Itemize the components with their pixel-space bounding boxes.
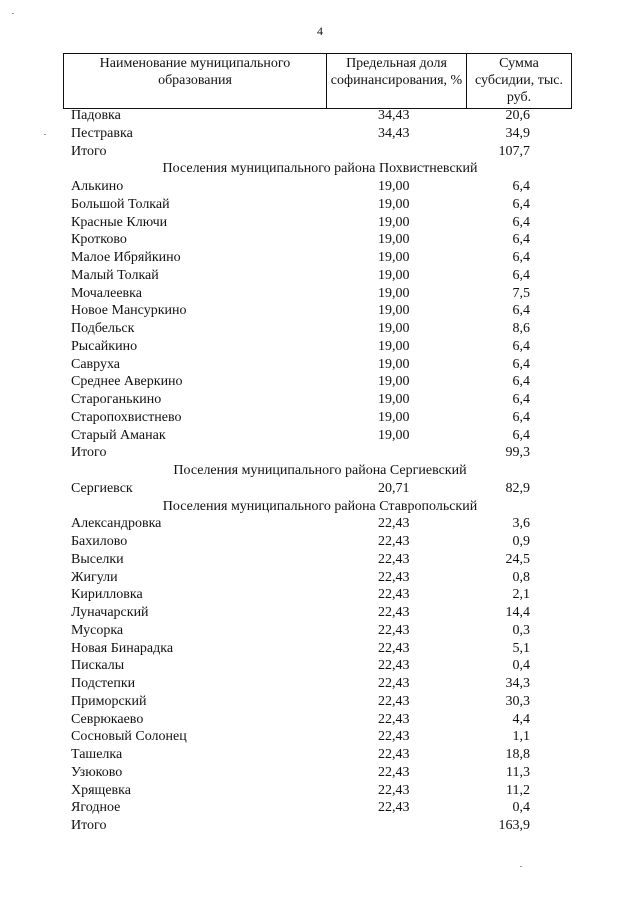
total-row <box>0 817 640 835</box>
table-row <box>0 409 640 427</box>
column-header-share: Предельная доля софинансирования, % <box>327 54 467 109</box>
municipality-name: Малый Толкай <box>71 267 159 283</box>
cofinancing-share: 19,00 <box>378 374 410 390</box>
municipality-name: Ташелка <box>71 747 123 762</box>
section-title: Поселения муниципального района Ставропольский <box>162 498 478 514</box>
municipality-name: Пискалы <box>71 658 125 674</box>
municipality-name: Новое Мансуркино <box>71 303 187 319</box>
subsidy-sum: 11,2 <box>506 782 530 798</box>
subsidy-sum: 20,6 <box>505 108 530 123</box>
column-header-sum: Сумма субсидии, тыс. руб. <box>467 54 572 109</box>
municipality-name: Севрюкаево <box>71 711 144 727</box>
cofinancing-share: 22,43 <box>378 747 410 762</box>
municipality-name: Узюково <box>71 764 123 780</box>
table-row <box>0 125 640 143</box>
cofinancing-share: 22,43 <box>378 658 410 674</box>
table-row <box>0 728 640 746</box>
page-number: 4 <box>317 24 323 38</box>
municipality-name: Новая Бинарадка <box>71 640 174 656</box>
subsidy-sum: 6,4 <box>512 409 530 425</box>
cofinancing-share: 22,43 <box>378 534 410 549</box>
table-row <box>0 533 640 551</box>
cofinancing-share: 19,00 <box>378 356 410 372</box>
cofinancing-share: 19,00 <box>378 338 410 354</box>
table-row <box>0 569 640 587</box>
subsidy-sum: 6,4 <box>512 196 530 212</box>
municipality-name: Среднее Аверкино <box>71 374 183 390</box>
section-heading-row <box>0 160 640 178</box>
table-row <box>0 586 640 604</box>
table-row <box>0 782 640 800</box>
scan-speck <box>44 134 46 135</box>
subsidy-sum: 6,4 <box>512 356 530 372</box>
total-row <box>0 143 640 161</box>
cofinancing-share: 19,00 <box>378 409 410 425</box>
subsidy-sum: 6,4 <box>512 179 530 194</box>
subsidy-sum: 6,4 <box>512 303 530 319</box>
cofinancing-share: 19,00 <box>378 250 410 265</box>
subsidy-sum: 14,4 <box>505 605 530 620</box>
cofinancing-share: 22,43 <box>378 622 410 638</box>
cofinancing-share: 19,00 <box>378 179 410 194</box>
municipality-name: Бахилово <box>71 534 128 549</box>
cofinancing-share: 22,43 <box>378 800 410 816</box>
subsidy-sum: 7,5 <box>512 285 530 301</box>
table-row <box>0 391 640 409</box>
cofinancing-share: 22,43 <box>378 729 410 745</box>
section-title: Поселения муниципального района Сергиевский <box>173 463 467 478</box>
table-row <box>0 196 640 214</box>
municipality-name: Пестравка <box>71 125 133 141</box>
municipality-name: Старопохвистнево <box>71 409 182 425</box>
table-row <box>0 285 640 303</box>
total-sum: 163,9 <box>498 818 530 833</box>
subsidy-sum: 0,4 <box>512 800 530 816</box>
cofinancing-share: 19,00 <box>378 303 410 319</box>
scan-speck <box>12 13 14 14</box>
municipality-name: Подстепки <box>71 676 136 691</box>
cofinancing-share: 22,43 <box>378 605 410 620</box>
municipality-name: Луначарский <box>71 605 149 620</box>
subsidy-sum: 0,4 <box>512 658 530 674</box>
column-header-name: Наименование муниципального образования <box>64 54 327 109</box>
subsidy-sum: 0,8 <box>512 569 530 585</box>
cofinancing-share: 22,43 <box>378 569 410 585</box>
cofinancing-share: 19,00 <box>378 392 410 407</box>
subsidy-sum: 0,9 <box>512 534 530 549</box>
table-row <box>0 178 640 196</box>
table-row <box>0 604 640 622</box>
cofinancing-share: 22,43 <box>378 693 410 709</box>
municipality-name: Сергиевск <box>71 480 133 496</box>
municipality-name: Малое Ибряйкино <box>71 250 181 265</box>
table-row <box>0 693 640 711</box>
municipality-name: Ягодное <box>71 800 121 816</box>
subsidy-sum: 1,1 <box>512 729 530 745</box>
cofinancing-share: 19,00 <box>378 196 410 212</box>
table-row <box>0 640 640 658</box>
municipality-name: Сосновый Солонец <box>71 729 187 745</box>
table-header <box>63 53 572 109</box>
subsidy-sum: 2,1 <box>512 587 530 603</box>
municipality-name: Приморский <box>71 693 147 709</box>
subsidy-sum: 6,4 <box>512 338 530 354</box>
total-label: Итого <box>71 445 107 461</box>
cofinancing-share: 22,43 <box>378 782 410 798</box>
cofinancing-share: 19,00 <box>378 232 410 248</box>
subsidy-sum: 6,4 <box>512 392 530 407</box>
municipality-name: Хрящевка <box>71 782 131 798</box>
cofinancing-share: 34,43 <box>378 125 410 141</box>
subsidy-sum: 82,9 <box>505 480 530 496</box>
cofinancing-share: 19,00 <box>378 285 410 301</box>
cofinancing-share: 19,00 <box>378 267 410 283</box>
municipality-name: Подбельск <box>71 321 135 336</box>
table-row <box>0 622 640 640</box>
subsidy-sum: 6,4 <box>512 374 530 390</box>
municipality-name: Выселки <box>71 551 124 567</box>
subsidy-sum: 34,9 <box>505 125 530 141</box>
table-row <box>0 356 640 374</box>
table-row <box>0 231 640 249</box>
cofinancing-share: 22,43 <box>378 551 410 567</box>
subsidy-sum: 18,8 <box>505 747 530 762</box>
cofinancing-share: 22,43 <box>378 711 410 727</box>
subsidy-sum: 6,4 <box>512 267 530 283</box>
municipality-name: Большой Толкай <box>71 196 170 212</box>
cofinancing-share: 22,43 <box>378 764 410 780</box>
subsidy-sum: 5,1 <box>512 640 530 656</box>
municipality-name: Старый Аманак <box>71 427 166 443</box>
cofinancing-share: 22,43 <box>378 676 410 691</box>
cofinancing-share: 20,71 <box>378 480 410 496</box>
table-row <box>0 107 640 125</box>
table-body <box>0 107 640 835</box>
municipality-name: Староганькино <box>71 392 162 407</box>
municipality-name: Савруха <box>71 356 121 372</box>
total-row <box>0 444 640 462</box>
municipality-name: Мусорка <box>71 622 124 638</box>
table-row <box>0 373 640 391</box>
subsidy-sum: 34,3 <box>505 676 530 691</box>
subsidy-sum: 6,4 <box>512 250 530 265</box>
section-heading-row <box>0 498 640 516</box>
section-heading-row <box>0 462 640 480</box>
table-row <box>0 249 640 267</box>
table-row <box>0 657 640 675</box>
table-row <box>0 551 640 569</box>
municipality-name: Алькино <box>71 179 124 194</box>
municipality-name: Рысайкино <box>71 338 138 354</box>
cofinancing-share: 19,00 <box>378 321 410 336</box>
municipality-name: Жигули <box>71 569 118 585</box>
subsidy-sum: 11,3 <box>506 764 530 780</box>
subsidy-sum: 6,4 <box>512 427 530 443</box>
cofinancing-share: 19,00 <box>378 214 410 230</box>
subsidy-sum: 30,3 <box>505 693 530 709</box>
table-row <box>0 746 640 764</box>
table-row <box>0 799 640 817</box>
scan-speck <box>520 866 522 867</box>
table-row <box>0 480 640 498</box>
cofinancing-share: 19,00 <box>378 427 410 443</box>
total-sum: 99,3 <box>505 445 530 461</box>
table-row <box>0 515 640 533</box>
table-row <box>0 427 640 445</box>
subsidy-sum: 3,6 <box>512 516 530 532</box>
total-label: Итого <box>71 143 107 159</box>
municipality-name: Мочалеевка <box>71 285 142 301</box>
table-row <box>0 214 640 232</box>
table-row <box>0 320 640 338</box>
subsidy-sum: 6,4 <box>512 232 530 248</box>
table-row <box>0 711 640 729</box>
cofinancing-share: 22,43 <box>378 516 410 532</box>
municipality-name: Падовка <box>71 108 121 123</box>
table-row <box>0 764 640 782</box>
subsidy-sum: 24,5 <box>505 551 530 567</box>
table-row <box>0 302 640 320</box>
cofinancing-share: 34,43 <box>378 108 410 123</box>
subsidy-sum: 6,4 <box>512 214 530 230</box>
table-row <box>0 675 640 693</box>
municipality-name: Александровка <box>71 516 162 532</box>
subsidy-sum: 4,4 <box>512 711 530 727</box>
cofinancing-share: 22,43 <box>378 587 410 603</box>
cofinancing-share: 22,43 <box>378 640 410 656</box>
total-label: Итого <box>71 818 107 833</box>
municipality-name: Кротково <box>71 232 127 248</box>
subsidy-sum: 0,3 <box>512 622 530 638</box>
municipality-name: Красные Ключи <box>71 214 168 230</box>
section-title: Поселения муниципального района Похвистневский <box>162 161 478 177</box>
municipality-name: Кирилловка <box>71 587 143 603</box>
table-row <box>0 267 640 285</box>
table-row <box>0 338 640 356</box>
subsidy-sum: 8,6 <box>512 321 530 336</box>
total-sum: 107,7 <box>498 143 530 159</box>
